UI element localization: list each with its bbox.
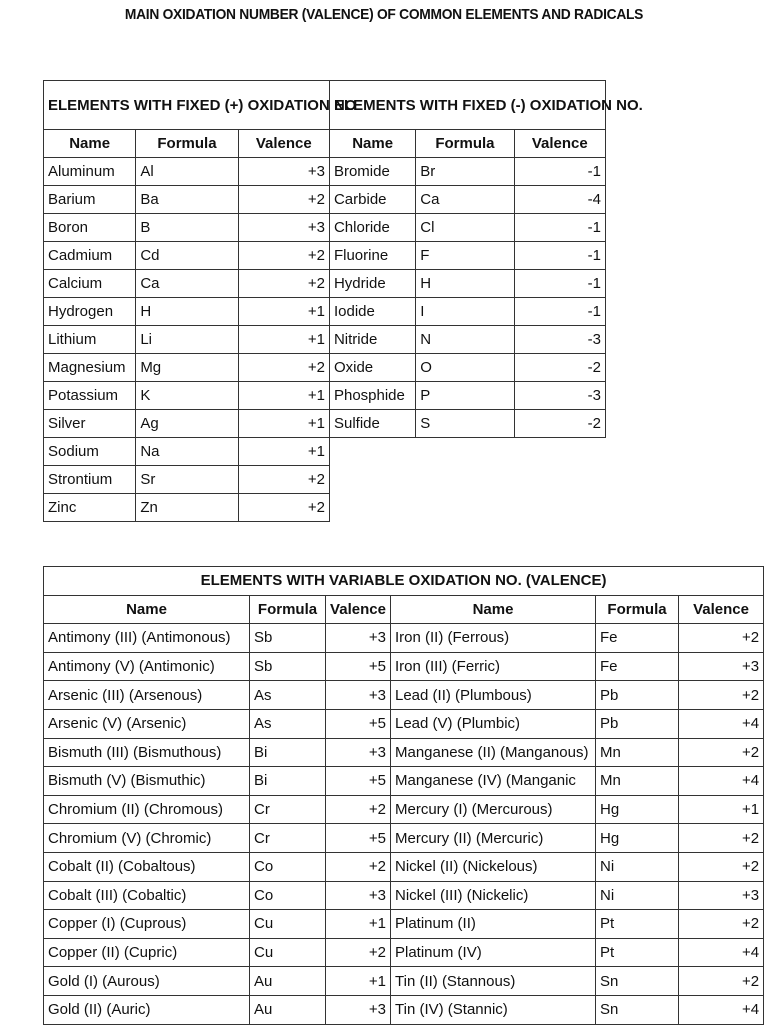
- element-formula-cell: Cu: [250, 910, 326, 939]
- element-name-cell: Phosphide: [329, 382, 415, 410]
- element-name-cell: Aluminum: [44, 158, 136, 186]
- element-valence-cell: -3: [514, 326, 605, 354]
- element-valence-cell: +2: [238, 270, 329, 298]
- column-header: Valence: [514, 130, 605, 158]
- column-header: Formula: [250, 595, 326, 624]
- element-formula-cell: Fe: [596, 652, 679, 681]
- column-header: Name: [44, 130, 136, 158]
- table-row: [44, 494, 606, 522]
- element-valence-cell: +3: [326, 995, 391, 1024]
- table-row: [44, 158, 606, 186]
- element-name-cell: Fluorine: [329, 242, 415, 270]
- element-formula-cell: H: [416, 270, 514, 298]
- element-formula-cell: I: [416, 298, 514, 326]
- table-row: [44, 910, 764, 939]
- table-row: [44, 326, 606, 354]
- element-valence-cell: +4: [679, 995, 764, 1024]
- element-name-cell: Tin (IV) (Stannic): [391, 995, 596, 1024]
- element-formula-cell: Mn: [596, 767, 679, 796]
- element-name-cell: Hydrogen: [44, 298, 136, 326]
- element-name-cell: Cobalt (III) (Cobaltic): [44, 881, 250, 910]
- element-name-cell: Antimony (V) (Antimonic): [44, 652, 250, 681]
- element-formula-cell: Au: [250, 995, 326, 1024]
- element-formula-cell: Co: [250, 852, 326, 881]
- element-valence-cell: +2: [238, 466, 329, 494]
- element-valence-cell: +1: [238, 382, 329, 410]
- element-name-cell: Iron (III) (Ferric): [391, 652, 596, 681]
- column-header: Formula: [416, 130, 514, 158]
- variable-table-header: ELEMENTS WITH VARIABLE OXIDATION NO. (VALENCE): [44, 567, 764, 596]
- element-formula-cell: Mg: [136, 354, 238, 382]
- element-formula-cell: Na: [136, 438, 238, 466]
- element-formula-cell: Al: [136, 158, 238, 186]
- element-formula-cell: As: [250, 709, 326, 738]
- element-name-cell: Strontium: [44, 466, 136, 494]
- element-formula-cell: Co: [250, 881, 326, 910]
- column-header: Name: [44, 595, 250, 624]
- element-formula-cell: Sn: [596, 967, 679, 996]
- element-formula-cell: Ba: [136, 186, 238, 214]
- table-row: [44, 938, 764, 967]
- element-formula-cell: Sn: [596, 995, 679, 1024]
- table-row: [44, 214, 606, 242]
- element-formula-cell: Zn: [136, 494, 238, 522]
- element-formula-cell: Fe: [596, 624, 679, 653]
- table-row: [44, 852, 764, 881]
- element-valence-cell: -1: [514, 158, 605, 186]
- element-formula-cell: Bi: [250, 738, 326, 767]
- element-name-cell: Nickel (II) (Nickelous): [391, 852, 596, 881]
- element-name-cell: Arsenic (III) (Arsenous): [44, 681, 250, 710]
- element-valence-cell: +1: [238, 410, 329, 438]
- element-valence-cell: -4: [514, 186, 605, 214]
- element-formula-cell: S: [416, 410, 514, 438]
- element-valence-cell: +2: [679, 738, 764, 767]
- element-name-cell: Iodide: [329, 298, 415, 326]
- element-valence-cell: -1: [514, 242, 605, 270]
- element-valence-cell: -1: [514, 214, 605, 242]
- element-valence-cell: +3: [326, 624, 391, 653]
- element-valence-cell: +2: [326, 795, 391, 824]
- element-name-cell: Mercury (I) (Mercurous): [391, 795, 596, 824]
- element-name-cell: Copper (II) (Cupric): [44, 938, 250, 967]
- table-row: [44, 438, 606, 466]
- element-name-cell: Nickel (III) (Nickelic): [391, 881, 596, 910]
- element-name-cell: Bismuth (III) (Bismuthous): [44, 738, 250, 767]
- fixed-negative-header: ELEMENTS WITH FIXED (-) OXIDATION NO.: [329, 81, 605, 130]
- element-formula-cell: Ca: [416, 186, 514, 214]
- element-valence-cell: +2: [326, 938, 391, 967]
- element-name-cell: Tin (II) (Stannous): [391, 967, 596, 996]
- page-title: MAIN OXIDATION NUMBER (VALENCE) OF COMMON ELEMENTS AND RADICALS: [124, 6, 644, 23]
- element-formula-cell: Cl: [416, 214, 514, 242]
- element-formula-cell: Cu: [250, 938, 326, 967]
- element-valence-cell: +5: [326, 767, 391, 796]
- table-row: [44, 738, 764, 767]
- element-name-cell: Sulfide: [329, 410, 415, 438]
- element-valence-cell: +3: [326, 681, 391, 710]
- element-name-cell: Lead (II) (Plumbous): [391, 681, 596, 710]
- fixed-oxidation-table: [43, 80, 643, 522]
- element-formula-cell: P: [416, 382, 514, 410]
- element-name-cell: Oxide: [329, 354, 415, 382]
- element-formula-cell: K: [136, 382, 238, 410]
- element-name-cell: Copper (I) (Cuprous): [44, 910, 250, 939]
- element-formula-cell: Bi: [250, 767, 326, 796]
- element-formula-cell: Ca: [136, 270, 238, 298]
- element-valence-cell: +1: [679, 795, 764, 824]
- element-name-cell: Boron: [44, 214, 136, 242]
- table-row: [44, 795, 764, 824]
- element-formula-cell: N: [416, 326, 514, 354]
- element-name-cell: Platinum (II): [391, 910, 596, 939]
- element-name-cell: Bismuth (V) (Bismuthic): [44, 767, 250, 796]
- element-formula-cell: As: [250, 681, 326, 710]
- element-formula-cell: B: [136, 214, 238, 242]
- element-formula-cell: Ni: [596, 881, 679, 910]
- element-valence-cell: +2: [238, 494, 329, 522]
- fixed-positive-header: ELEMENTS WITH FIXED (+) OXIDATION NO: [44, 81, 330, 130]
- element-valence-cell: +1: [326, 910, 391, 939]
- element-name-cell: Gold (II) (Auric): [44, 995, 250, 1024]
- element-formula-cell: Sr: [136, 466, 238, 494]
- element-valence-cell: +1: [238, 438, 329, 466]
- table-row: [44, 624, 764, 653]
- element-formula-cell: Ag: [136, 410, 238, 438]
- element-name-cell: Cadmium: [44, 242, 136, 270]
- variable-oxidation-table: [43, 566, 764, 1025]
- element-name-cell: Chromium (II) (Chromous): [44, 795, 250, 824]
- element-formula-cell: Hg: [596, 795, 679, 824]
- column-header: Formula: [136, 130, 238, 158]
- element-name-cell: Bromide: [329, 158, 415, 186]
- element-formula-cell: Li: [136, 326, 238, 354]
- element-formula-cell: Mn: [596, 738, 679, 767]
- empty-cell: [329, 494, 605, 522]
- element-name-cell: Arsenic (V) (Arsenic): [44, 709, 250, 738]
- element-valence-cell: +2: [679, 624, 764, 653]
- element-name-cell: Carbide: [329, 186, 415, 214]
- element-formula-cell: Cd: [136, 242, 238, 270]
- element-valence-cell: +2: [679, 910, 764, 939]
- element-name-cell: Lead (V) (Plumbic): [391, 709, 596, 738]
- element-valence-cell: +1: [238, 326, 329, 354]
- table-row: [44, 681, 764, 710]
- column-header: Valence: [238, 130, 329, 158]
- table-row: [44, 881, 764, 910]
- element-valence-cell: +3: [326, 881, 391, 910]
- element-formula-cell: Hg: [596, 824, 679, 853]
- element-name-cell: Hydride: [329, 270, 415, 298]
- element-name-cell: Cobalt (II) (Cobaltous): [44, 852, 250, 881]
- element-formula-cell: Pb: [596, 681, 679, 710]
- element-name-cell: Chromium (V) (Chromic): [44, 824, 250, 853]
- table-row: [44, 186, 606, 214]
- element-name-cell: Chloride: [329, 214, 415, 242]
- table-row: [44, 354, 606, 382]
- element-valence-cell: +2: [238, 242, 329, 270]
- element-name-cell: Gold (I) (Aurous): [44, 967, 250, 996]
- element-valence-cell: +2: [238, 354, 329, 382]
- element-valence-cell: +1: [326, 967, 391, 996]
- element-formula-cell: F: [416, 242, 514, 270]
- element-name-cell: Magnesium: [44, 354, 136, 382]
- table-row: [44, 767, 764, 796]
- element-valence-cell: +2: [679, 967, 764, 996]
- element-name-cell: Barium: [44, 186, 136, 214]
- element-name-cell: Antimony (III) (Antimonous): [44, 624, 250, 653]
- element-valence-cell: +3: [679, 881, 764, 910]
- column-header: Formula: [596, 595, 679, 624]
- table-row: [44, 270, 606, 298]
- element-name-cell: Silver: [44, 410, 136, 438]
- element-formula-cell: Sb: [250, 652, 326, 681]
- element-name-cell: Potassium: [44, 382, 136, 410]
- element-valence-cell: +2: [679, 852, 764, 881]
- element-valence-cell: -1: [514, 270, 605, 298]
- table-row: [44, 298, 606, 326]
- element-name-cell: Mercury (II) (Mercuric): [391, 824, 596, 853]
- element-name-cell: Zinc: [44, 494, 136, 522]
- element-valence-cell: +1: [238, 298, 329, 326]
- table-row: [44, 410, 606, 438]
- element-name-cell: Manganese (IV) (Manganic: [391, 767, 596, 796]
- element-valence-cell: +3: [326, 738, 391, 767]
- empty-cell: [329, 466, 605, 494]
- element-valence-cell: +3: [679, 652, 764, 681]
- element-formula-cell: Pt: [596, 910, 679, 939]
- element-name-cell: Sodium: [44, 438, 136, 466]
- element-valence-cell: +4: [679, 709, 764, 738]
- table-row: [44, 824, 764, 853]
- empty-cell: [329, 438, 605, 466]
- element-valence-cell: +2: [679, 824, 764, 853]
- table-row: [44, 466, 606, 494]
- element-formula-cell: H: [136, 298, 238, 326]
- element-formula-cell: Cr: [250, 824, 326, 853]
- element-valence-cell: +2: [326, 852, 391, 881]
- element-name-cell: Iron (II) (Ferrous): [391, 624, 596, 653]
- column-header: Name: [391, 595, 596, 624]
- element-valence-cell: +5: [326, 824, 391, 853]
- column-header: Valence: [326, 595, 391, 624]
- element-valence-cell: +5: [326, 652, 391, 681]
- column-header: Valence: [679, 595, 764, 624]
- element-valence-cell: -1: [514, 298, 605, 326]
- element-name-cell: Nitride: [329, 326, 415, 354]
- table-row: [44, 242, 606, 270]
- table-row: [44, 652, 764, 681]
- table-row: [44, 709, 764, 738]
- element-formula-cell: Pt: [596, 938, 679, 967]
- element-name-cell: Lithium: [44, 326, 136, 354]
- element-formula-cell: Ni: [596, 852, 679, 881]
- element-name-cell: Platinum (IV): [391, 938, 596, 967]
- element-valence-cell: +3: [238, 214, 329, 242]
- element-formula-cell: Au: [250, 967, 326, 996]
- element-valence-cell: +5: [326, 709, 391, 738]
- element-valence-cell: +4: [679, 938, 764, 967]
- table-row: [44, 995, 764, 1024]
- element-valence-cell: +2: [238, 186, 329, 214]
- element-name-cell: Calcium: [44, 270, 136, 298]
- element-valence-cell: -3: [514, 382, 605, 410]
- table-row: [44, 967, 764, 996]
- element-formula-cell: Br: [416, 158, 514, 186]
- column-header: Name: [329, 130, 415, 158]
- element-formula-cell: Cr: [250, 795, 326, 824]
- element-name-cell: Manganese (II) (Manganous): [391, 738, 596, 767]
- element-formula-cell: Pb: [596, 709, 679, 738]
- element-valence-cell: +2: [679, 681, 764, 710]
- element-formula-cell: Sb: [250, 624, 326, 653]
- element-valence-cell: +3: [238, 158, 329, 186]
- element-formula-cell: O: [416, 354, 514, 382]
- element-valence-cell: -2: [514, 410, 605, 438]
- element-valence-cell: +4: [679, 767, 764, 796]
- element-valence-cell: -2: [514, 354, 605, 382]
- table-row: [44, 382, 606, 410]
